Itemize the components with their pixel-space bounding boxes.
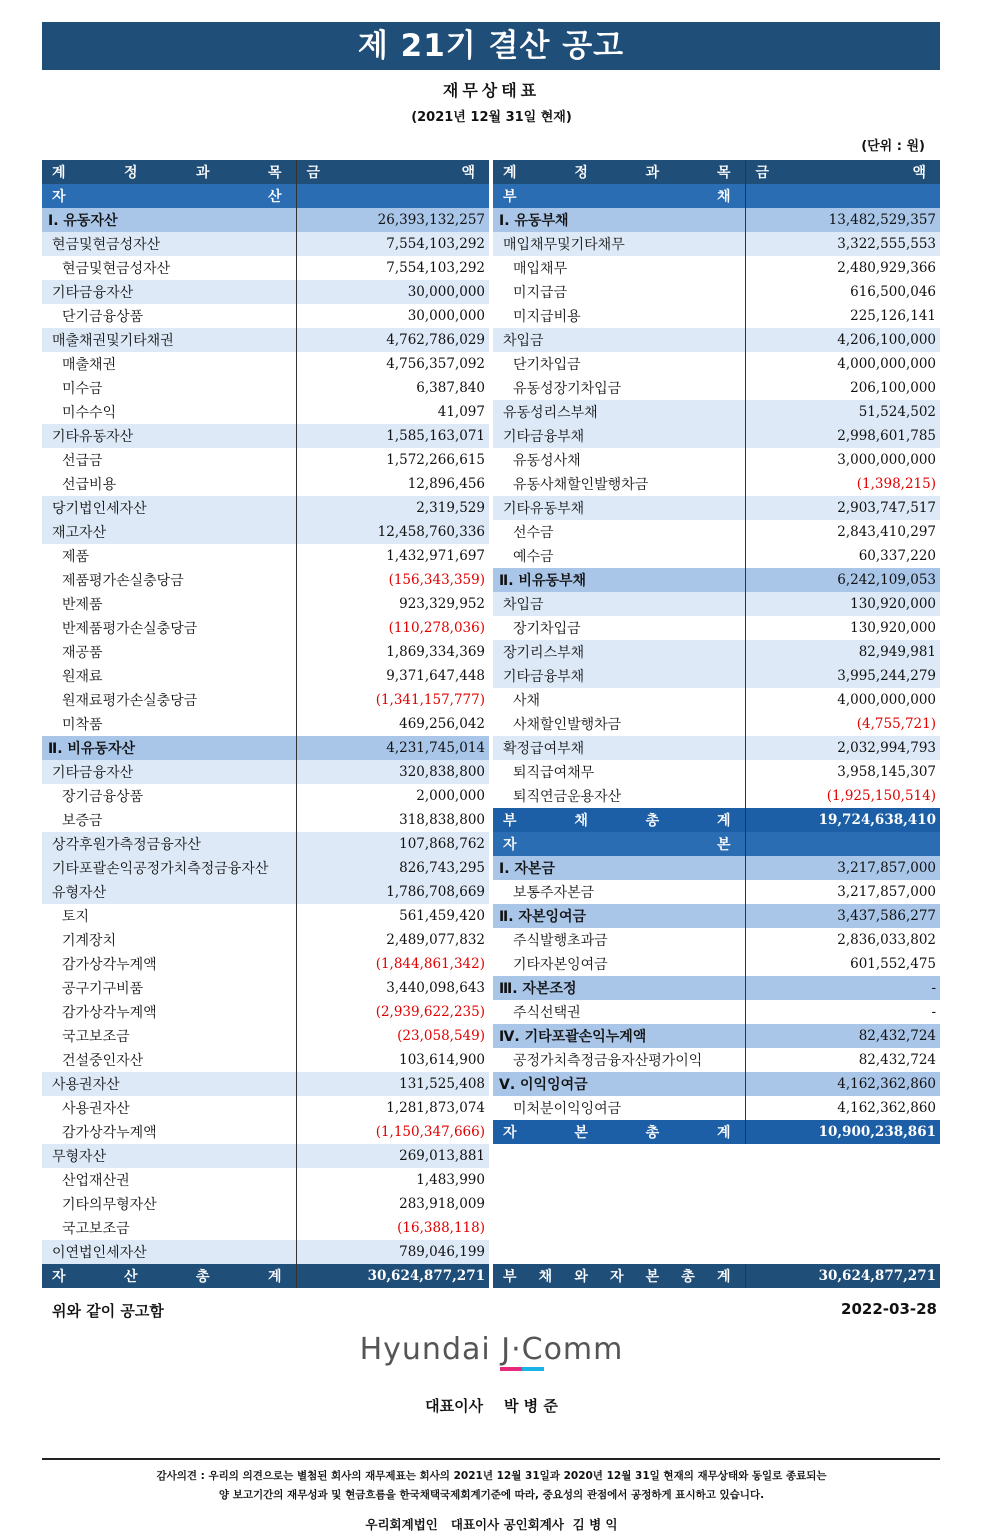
amount-value: 6,387,840 [296, 376, 489, 400]
account-label: 퇴직연금운용자산 [493, 784, 745, 808]
account-label: Ⅲ. 자본조정 [493, 976, 745, 1000]
table-row [42, 616, 489, 640]
account-label: 매출채권 [42, 352, 296, 376]
table-row [42, 208, 489, 232]
account-label: Ⅰ. 유동자산 [42, 208, 296, 232]
table-row [493, 544, 940, 568]
account-label: 퇴직급여채무 [493, 760, 745, 784]
table-row [493, 424, 940, 448]
logo-bar-pink [500, 1367, 522, 1371]
account-label: Ⅱ. 비유동자산 [42, 736, 296, 760]
amount-value: 269,013,881 [296, 1144, 489, 1168]
table-row [42, 664, 489, 688]
divider [42, 1458, 940, 1460]
account-label: 기타의무형자산 [42, 1192, 296, 1216]
empty-cell [493, 1144, 940, 1168]
table-row [42, 904, 489, 928]
table-row [493, 688, 940, 712]
account-label: 국고보조금 [42, 1024, 296, 1048]
table-row [42, 640, 489, 664]
account-label: 재공품 [42, 640, 296, 664]
amount-value: 2,000,000 [296, 784, 489, 808]
amount-value: 2,032,994,793 [745, 736, 940, 760]
table-row [42, 424, 489, 448]
amount-value: 4,756,357,092 [296, 352, 489, 376]
amount-value: 789,046,199 [296, 1240, 489, 1264]
account-label: 건설중인자산 [42, 1048, 296, 1072]
account-label: 미지급비용 [493, 304, 745, 328]
section-row [493, 184, 940, 208]
table-row [42, 784, 489, 808]
amount-value: 금 액 [745, 160, 940, 184]
account-label: 자 본 [493, 832, 745, 856]
account-label: 반제품 [42, 592, 296, 616]
account-label: 미착품 [42, 712, 296, 736]
amount-value: 469,256,042 [296, 712, 489, 736]
table-row [493, 400, 940, 424]
table-row [42, 544, 489, 568]
account-label: 감가상각누계액 [42, 1120, 296, 1144]
account-label: 당기법인세자산 [42, 496, 296, 520]
amount-value: 51,524,502 [745, 400, 940, 424]
amount-value: 320,838,800 [296, 760, 489, 784]
account-label: 국고보조금 [42, 1216, 296, 1240]
table-row [42, 400, 489, 424]
table-row [493, 448, 940, 472]
amount-value: (2,939,622,235) [296, 1000, 489, 1024]
table-row [42, 1024, 489, 1048]
amount-value: 19,724,638,410 [745, 808, 940, 832]
table-row [42, 472, 489, 496]
account-label: 계 정 과 목 [493, 160, 745, 184]
table-row [493, 616, 940, 640]
table-row [42, 280, 489, 304]
account-label: 선급금 [42, 448, 296, 472]
amount-value: 3,217,857,000 [745, 880, 940, 904]
table-row [42, 1216, 489, 1240]
account-label: Ⅰ. 유동부채 [493, 208, 745, 232]
account-label: 무형자산 [42, 1144, 296, 1168]
table-row [493, 232, 940, 256]
amount-value: 1,483,990 [296, 1168, 489, 1192]
statement-title: 재무상태표 [442, 81, 541, 100]
account-label: 매출채권및기타채권 [42, 328, 296, 352]
amount-value: 3,437,586,277 [745, 904, 940, 928]
account-label: 선급비용 [42, 472, 296, 496]
table-row [42, 1240, 489, 1264]
account-label: 이연법인세자산 [42, 1240, 296, 1264]
account-label: 미수수익 [42, 400, 296, 424]
account-label: 기타금융부채 [493, 424, 745, 448]
amount-value: 2,903,747,517 [745, 496, 940, 520]
subtotal-row [493, 1120, 940, 1144]
table-row [493, 256, 940, 280]
table-row [493, 712, 940, 736]
account-label: 보증금 [42, 808, 296, 832]
amount-value: 2,489,077,832 [296, 928, 489, 952]
table-row [493, 928, 940, 952]
table-row [42, 232, 489, 256]
grand-total-row [42, 1264, 489, 1288]
account-label: 사용권자산 [42, 1096, 296, 1120]
account-label: 제품평가손실충당금 [42, 568, 296, 592]
auditor-name: 우리회계법인 대표이사 공인회계사 김 병 익 [365, 1517, 618, 1532]
amount-value: 26,393,132,257 [296, 208, 489, 232]
account-label: 매입채무및기타채무 [493, 232, 745, 256]
amount-value: 4,231,745,014 [296, 736, 489, 760]
amount-value: 601,552,475 [745, 952, 940, 976]
account-label: 유형자산 [42, 880, 296, 904]
amount-value: 1,869,334,369 [296, 640, 489, 664]
assets-table [42, 160, 489, 1288]
account-label: 자 산 총 계 [42, 1264, 296, 1288]
table-row [42, 568, 489, 592]
account-label: 보통주자본금 [493, 880, 745, 904]
empty-cell [493, 1192, 940, 1216]
amount-value: 206,100,000 [745, 376, 940, 400]
table-row [493, 1096, 940, 1120]
account-label: 제품 [42, 544, 296, 568]
amount-value: 130,920,000 [745, 592, 940, 616]
account-label: 기타유동부채 [493, 496, 745, 520]
amount-value: (1,341,157,777) [296, 688, 489, 712]
account-label: 자 본 총 계 [493, 1120, 745, 1144]
amount-value: 131,525,408 [296, 1072, 489, 1096]
amount-value: 3,217,857,000 [745, 856, 940, 880]
section-row [42, 184, 489, 208]
empty-cell [493, 1168, 940, 1192]
amount-value: 13,482,529,357 [745, 208, 940, 232]
account-label: 현금및현금성자산 [42, 256, 296, 280]
amount-value: 3,322,555,553 [745, 232, 940, 256]
amount-value: 30,624,877,271 [745, 1264, 940, 1288]
account-label: 감가상각누계액 [42, 1000, 296, 1024]
table-row [493, 328, 940, 352]
audit-opinion-line1: 감사의견 : 우리의 의견으로는 별첨된 회사의 재무제표는 회사의 2021년 12월 31일과 2020년 12월 31일 현재의 재무상태와 동일로 종료되는 [156, 1470, 827, 1482]
amount-value: 2,480,929,366 [745, 256, 940, 280]
table-row [42, 712, 489, 736]
account-label: 장기리스부채 [493, 640, 745, 664]
empty-cell [493, 1216, 940, 1240]
account-label: Ⅱ. 자본잉여금 [493, 904, 745, 928]
table-row [493, 376, 940, 400]
amount-value: 7,554,103,292 [296, 256, 489, 280]
amount-value: - [745, 1000, 940, 1024]
table-row [493, 784, 940, 808]
table-row [42, 352, 489, 376]
amount-value: 3,000,000,000 [745, 448, 940, 472]
amount-value: 130,920,000 [745, 616, 940, 640]
ceo-name: 대표이사 박 병 준 [425, 1397, 558, 1415]
liabilities-equity-table [493, 160, 940, 1288]
account-label: 미처분이익잉여금 [493, 1096, 745, 1120]
table-row [42, 688, 489, 712]
account-label: 사채할인발행차금 [493, 712, 745, 736]
table-row [493, 880, 940, 904]
account-label: 미지급금 [493, 280, 745, 304]
table-row [493, 496, 940, 520]
amount-value: 561,459,420 [296, 904, 489, 928]
amount-value [745, 184, 940, 208]
account-label: 유동성리스부채 [493, 400, 745, 424]
logo-bar-cyan [522, 1367, 544, 1371]
table-row [493, 760, 940, 784]
table-row [42, 496, 489, 520]
table-row [42, 592, 489, 616]
amount-value: 9,371,647,448 [296, 664, 489, 688]
table-row [493, 568, 940, 592]
amount-value: 225,126,141 [745, 304, 940, 328]
account-label: 공구기구비품 [42, 976, 296, 1000]
account-label: 기타금융자산 [42, 760, 296, 784]
amount-value: 4,162,362,860 [745, 1072, 940, 1096]
empty-cell [493, 1240, 940, 1264]
unit-label: (단위 : 원) [861, 139, 925, 154]
amount-value: (1,844,861,342) [296, 952, 489, 976]
amount-value: 82,949,981 [745, 640, 940, 664]
account-label: 원재료 [42, 664, 296, 688]
amount-value: 4,000,000,000 [745, 688, 940, 712]
account-label: 주식선택권 [493, 1000, 745, 1024]
notice-date: 2022-03-28 [841, 1300, 937, 1318]
amount-value: 2,319,529 [296, 496, 489, 520]
amount-value: (1,925,150,514) [745, 784, 940, 808]
table-row [42, 760, 489, 784]
account-label: 선수금 [493, 520, 745, 544]
table-row [42, 976, 489, 1000]
account-label: 감가상각누계액 [42, 952, 296, 976]
account-label: 기타유동자산 [42, 424, 296, 448]
table-row [493, 304, 940, 328]
amount-value: 7,554,103,292 [296, 232, 489, 256]
account-label: 계 정 과 목 [42, 160, 296, 184]
empty-row [493, 1240, 940, 1264]
amount-value: 30,624,877,271 [296, 1264, 489, 1288]
account-label: 공정가치측정금융자산평가이익 [493, 1048, 745, 1072]
amount-value: 3,958,145,307 [745, 760, 940, 784]
account-label: 기타금융자산 [42, 280, 296, 304]
table-row [493, 472, 940, 496]
page-title: 제 21기 결산 공고 [42, 22, 940, 70]
amount-value: 318,838,800 [296, 808, 489, 832]
amount-value: 12,896,456 [296, 472, 489, 496]
account-label: 재고자산 [42, 520, 296, 544]
account-label: 기타자본잉여금 [493, 952, 745, 976]
account-label: 기타포괄손익공정가치측정금융자산 [42, 856, 296, 880]
amount-value: 10,900,238,861 [745, 1120, 940, 1144]
account-label: 단기차입금 [493, 352, 745, 376]
amount-value: 2,843,410,297 [745, 520, 940, 544]
grand-total-row [493, 1264, 940, 1288]
table-row [493, 904, 940, 928]
account-label: 확정급여부채 [493, 736, 745, 760]
account-label: 사채 [493, 688, 745, 712]
amount-value: 2,998,601,785 [745, 424, 940, 448]
table-row [493, 352, 940, 376]
account-label: 매입채무 [493, 256, 745, 280]
amount-value: 1,585,163,071 [296, 424, 489, 448]
table-row [42, 1048, 489, 1072]
account-label: 토지 [42, 904, 296, 928]
account-label: 현금및현금성자산 [42, 232, 296, 256]
account-label: 부 채 와 자 본 총 계 [493, 1264, 745, 1288]
amount-value [745, 832, 940, 856]
account-label: 유동성장기차입금 [493, 376, 745, 400]
amount-value: 616,500,046 [745, 280, 940, 304]
audit-opinion-line2: 양 보고기간의 재무성과 및 현금흐름을 한국채택국제회계기준에 따라, 중요성의 관점에서 공정하게 표시하고 있습니다. [218, 1489, 765, 1501]
amount-value: 12,458,760,336 [296, 520, 489, 544]
account-label: 기타금융부채 [493, 664, 745, 688]
table-row [493, 952, 940, 976]
amount-value: 82,432,724 [745, 1024, 940, 1048]
amount-value: 60,337,220 [745, 544, 940, 568]
table-row [42, 880, 489, 904]
table-row [42, 1168, 489, 1192]
table-row [42, 832, 489, 856]
table-row [493, 1000, 940, 1024]
table-row [493, 208, 940, 232]
amount-value: 107,868,762 [296, 832, 489, 856]
amount-value: (110,278,036) [296, 616, 489, 640]
account-label: 상각후원가측정금융자산 [42, 832, 296, 856]
table-row [493, 592, 940, 616]
account-label: 산업재산권 [42, 1168, 296, 1192]
amount-value: (16,388,118) [296, 1216, 489, 1240]
amount-value: 283,918,009 [296, 1192, 489, 1216]
account-label: 사용권자산 [42, 1072, 296, 1096]
table-row [42, 520, 489, 544]
amount-value: 1,432,971,697 [296, 544, 489, 568]
account-label: 기계장치 [42, 928, 296, 952]
amount-value: 4,162,362,860 [745, 1096, 940, 1120]
account-label: Ⅰ. 자본금 [493, 856, 745, 880]
table-row [493, 520, 940, 544]
amount-value [296, 184, 489, 208]
amount-value: (23,058,549) [296, 1024, 489, 1048]
empty-row [493, 1216, 940, 1240]
subtotal-row [493, 808, 940, 832]
table-row [42, 808, 489, 832]
account-label: 장기차입금 [493, 616, 745, 640]
empty-row [493, 1168, 940, 1192]
table-row [42, 1144, 489, 1168]
amount-value: 6,242,109,053 [745, 568, 940, 592]
account-label: 차입금 [493, 592, 745, 616]
table-row [42, 1192, 489, 1216]
section-row [493, 832, 940, 856]
table-row [42, 1120, 489, 1144]
amount-value: 2,836,033,802 [745, 928, 940, 952]
amount-value: 1,572,266,615 [296, 448, 489, 472]
table-row [493, 280, 940, 304]
table-row [493, 1024, 940, 1048]
table-row [42, 328, 489, 352]
amount-value: 3,440,098,643 [296, 976, 489, 1000]
statement-date: (2021년 12월 31일 현재) [411, 110, 572, 125]
empty-row [493, 1144, 940, 1168]
table-row [493, 1072, 940, 1096]
account-label: 반제품평가손실충당금 [42, 616, 296, 640]
amount-value: 103,614,900 [296, 1048, 489, 1072]
amount-value: (4,755,721) [745, 712, 940, 736]
account-label: 차입금 [493, 328, 745, 352]
header-row [493, 160, 940, 184]
account-label: 유동사채할인발행차금 [493, 472, 745, 496]
account-label: Ⅳ. 기타포괄손익누계액 [493, 1024, 745, 1048]
account-label: 부 채 [493, 184, 745, 208]
header-row [42, 160, 489, 184]
table-row [493, 856, 940, 880]
table-row [42, 856, 489, 880]
amount-value: 4,206,100,000 [745, 328, 940, 352]
table-row [493, 664, 940, 688]
table-row [42, 304, 489, 328]
amount-value: 1,786,708,669 [296, 880, 489, 904]
account-label: 미수금 [42, 376, 296, 400]
company-logo: Hyundai J·Comm [359, 1332, 624, 1367]
table-row [42, 928, 489, 952]
table-row [493, 640, 940, 664]
amount-value: 30,000,000 [296, 304, 489, 328]
amount-value: 1,281,873,074 [296, 1096, 489, 1120]
table-row [493, 736, 940, 760]
amount-value: 923,329,952 [296, 592, 489, 616]
amount-value: 4,762,786,029 [296, 328, 489, 352]
table-row [42, 736, 489, 760]
amount-value: (156,343,359) [296, 568, 489, 592]
table-row [42, 256, 489, 280]
table-row [493, 976, 940, 1000]
amount-value: 82,432,724 [745, 1048, 940, 1072]
table-row [42, 1000, 489, 1024]
amount-value: (1,150,347,666) [296, 1120, 489, 1144]
table-row [493, 1048, 940, 1072]
amount-value: 826,743,295 [296, 856, 489, 880]
amount-value: 3,995,244,279 [745, 664, 940, 688]
table-row [42, 448, 489, 472]
account-label: 예수금 [493, 544, 745, 568]
account-label: 장기금융상품 [42, 784, 296, 808]
amount-value: (1,398,215) [745, 472, 940, 496]
account-label: 단기금융상품 [42, 304, 296, 328]
account-label: 주식발행초과금 [493, 928, 745, 952]
account-label: Ⅱ. 비유동부채 [493, 568, 745, 592]
account-label: 부 채 총 계 [493, 808, 745, 832]
amount-value: - [745, 976, 940, 1000]
table-row [42, 376, 489, 400]
amount-value: 4,000,000,000 [745, 352, 940, 376]
empty-row [493, 1192, 940, 1216]
account-label: 원재료평가손실충당금 [42, 688, 296, 712]
table-row [42, 1096, 489, 1120]
account-label: Ⅴ. 이익잉여금 [493, 1072, 745, 1096]
table-row [42, 1072, 489, 1096]
account-label: 자 산 [42, 184, 296, 208]
account-label: 유동성사채 [493, 448, 745, 472]
amount-value: 30,000,000 [296, 280, 489, 304]
table-row [42, 952, 489, 976]
notice-text: 위와 같이 공고함 [52, 1302, 164, 1320]
amount-value: 금 액 [296, 160, 489, 184]
amount-value: 41,097 [296, 400, 489, 424]
